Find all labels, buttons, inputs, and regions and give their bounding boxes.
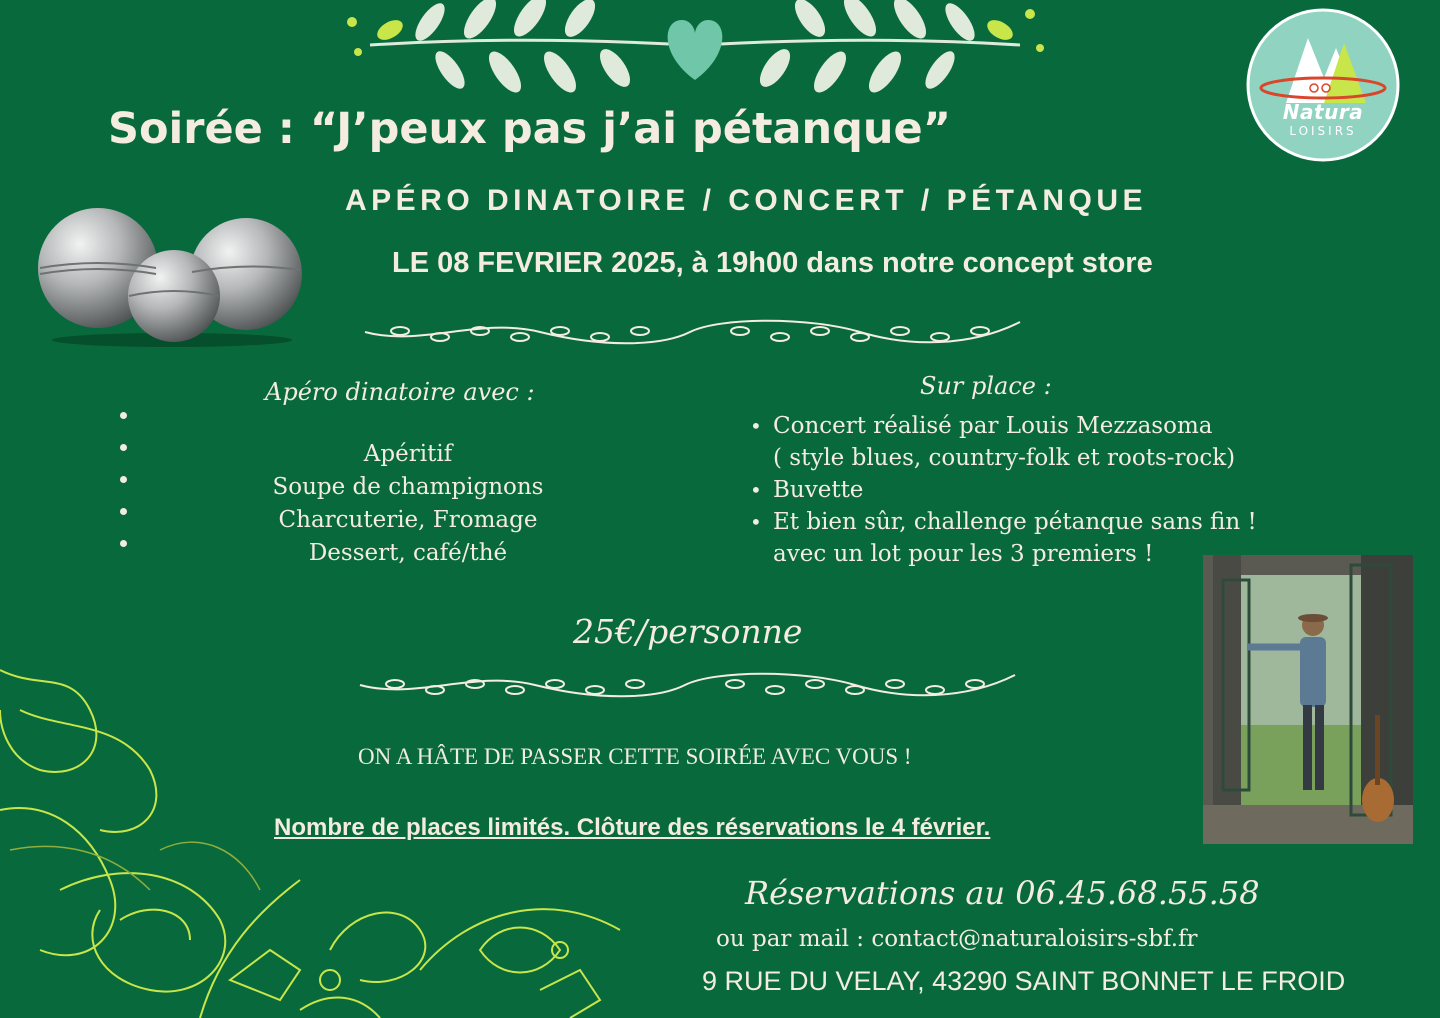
list-item: Dessert, café/thé (308, 540, 508, 566)
reservation-phone[interactable]: Réservations au 06.45.68.55.58 (745, 874, 1260, 912)
petanque-boules-image (36, 200, 308, 350)
event-date: LE 08 FEVRIER 2025, à 19h00 dans notre concept store (392, 247, 1153, 279)
vine-divider-top (360, 317, 1025, 357)
list-item-detail: avec un lot pour les 3 premiers ! (773, 541, 1154, 567)
list-item: Apéritif (363, 441, 453, 467)
venue-address: 9 RUE DU VELAY, 43290 SAINT BONNET LE FROID (702, 966, 1346, 996)
flower-illustration (0, 650, 660, 1018)
list-item: Soupe de champignons (272, 474, 544, 500)
price: 25€/personne (573, 612, 803, 651)
bullet-dot: • (750, 510, 762, 534)
left-bullets (118, 412, 138, 572)
event-title: Soirée : “J’peux pas j’ai pétanque” (108, 104, 951, 154)
list-item: • Et bien sûr, challenge pétanque sans fin ! (750, 506, 1310, 538)
bullet-dot (120, 444, 127, 451)
bullet-dot (120, 508, 127, 515)
right-heading: Sur place : (920, 372, 1052, 400)
bullet-dot (120, 476, 127, 483)
apero-menu-list (230, 438, 586, 570)
bullet-dot: • (750, 478, 762, 502)
closing-message: ON A HÂTE DE PASSER CETTE SOIRÉE AVEC VOUS ! (358, 744, 912, 769)
logo-name: Natura (1282, 100, 1364, 124)
bullet-dot (120, 540, 127, 547)
bullet-dot: • (750, 414, 762, 438)
logo-subname: LOISIRS (1289, 124, 1357, 138)
bullet-dot (120, 412, 127, 419)
heart-icon (668, 20, 723, 80)
reservation-notice: Nombre de places limités. Clôture des réservations le 4 février. (274, 814, 991, 841)
list-item: • Buvette (750, 474, 1310, 506)
top-leaf-garland (330, 0, 1060, 100)
left-heading: Apéro dinatoire avec : (265, 378, 535, 406)
list-item: • Concert réalisé par Louis Mezzasoma (750, 410, 1310, 442)
list-item-detail: ( style blues, country-folk et roots-rock) (773, 445, 1236, 471)
on-site-list (750, 410, 1310, 570)
natura-loisirs-logo (1246, 8, 1400, 162)
guitarist-photo (1203, 555, 1413, 844)
event-subtitle: APÉRO DINATOIRE / CONCERT / PÉTANQUE (345, 184, 1148, 217)
list-item: Charcuterie, Fromage (278, 507, 538, 533)
reservation-email[interactable]: ou par mail : contact@naturaloisirs-sbf.fr (716, 926, 1198, 952)
